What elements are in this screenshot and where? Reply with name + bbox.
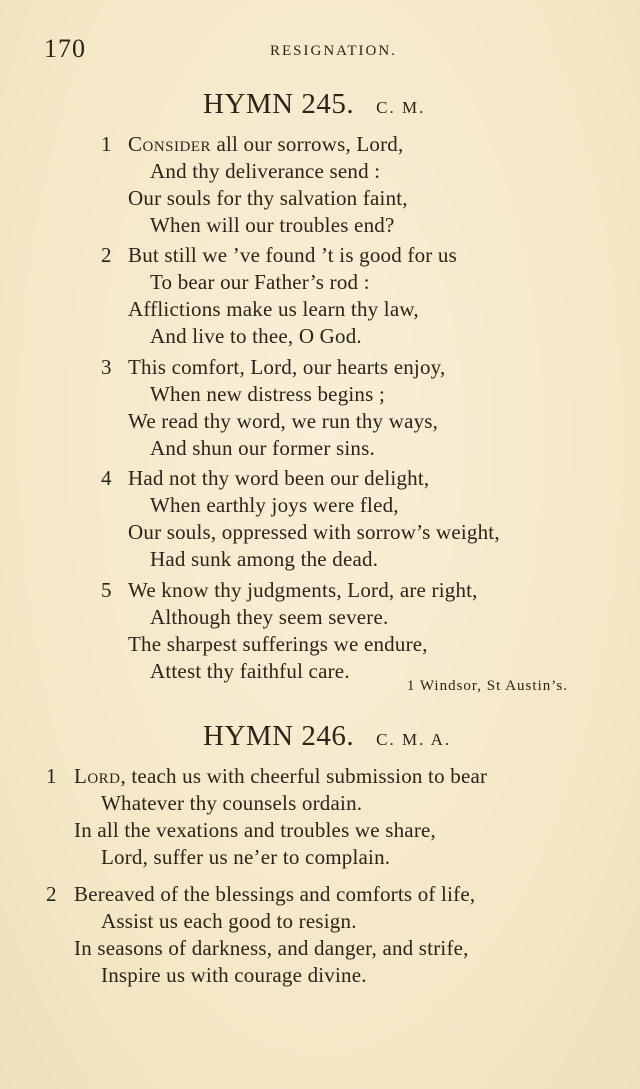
running-head: RESIGNATION. (270, 43, 397, 59)
hymn-number: HYMN 246. (203, 720, 355, 752)
verse-number: 1 (101, 132, 112, 156)
hymn-245-title (203, 88, 425, 121)
verse-line: Whatever thy counsels ordain. (101, 791, 363, 815)
verse-line (74, 762, 487, 790)
verse-line: Attest thy faithful care. (150, 659, 350, 683)
hymn-number: HYMN 245. (203, 88, 355, 120)
hymn-meter: C. M. (376, 98, 426, 117)
page-number: 170 (44, 34, 86, 63)
tune-reference: 1 Windsor, St Austin’s. (406, 678, 568, 694)
verse-line: Lord, suffer us ne’er to complain. (101, 845, 391, 869)
verse-number: 5 (101, 578, 112, 602)
verse-number: 1 (46, 764, 57, 788)
verse-line: In seasons of darkness, and danger, and strife, (74, 936, 469, 960)
verse-line: Bereaved of the blessings and comforts of life, (74, 882, 476, 906)
verse-line: To bear our Father’s rod : (150, 270, 370, 294)
verse-number: 2 (101, 243, 112, 267)
verse-line: When new distress begins ; (150, 382, 385, 406)
verse-first-word: Consider (128, 132, 212, 156)
verse-first-word: Lord (74, 764, 121, 788)
verse-line: Had not thy word been our delight, (128, 466, 430, 490)
verse-line (128, 130, 403, 158)
verse-line: And shun our former sins. (150, 436, 375, 460)
hymn-meter: C. M. A. (376, 730, 452, 749)
verse-line: And live to thee, O God. (150, 324, 362, 348)
verse-line-text: all our sorrows, Lord, (211, 132, 404, 156)
verse-line: In all the vexations and troubles we share, (74, 818, 436, 842)
verse-number: 4 (101, 466, 112, 490)
verse-number: 3 (101, 355, 112, 379)
verse-line: This comfort, Lord, our hearts enjoy, (128, 355, 446, 379)
verse-line: Although they seem severe. (150, 605, 389, 629)
verse-line: But still we ’ve found ’t is good for us (128, 243, 458, 267)
hymn-246-title (203, 720, 451, 753)
verse-line: Had sunk among the dead. (150, 547, 379, 571)
verse-line: And thy deliverance send : (150, 159, 381, 183)
verse-line: We read thy word, we run thy ways, (128, 409, 439, 433)
verse-number: 2 (46, 882, 57, 906)
verse-line: When earthly joys were fled, (150, 493, 399, 517)
verse-line: Our souls for thy salvation faint, (128, 186, 408, 210)
verse-line: Afflictions make us learn thy law, (128, 297, 419, 321)
verse-line: When will our troubles end? (150, 213, 395, 237)
verse-line: The sharpest sufferings we endure, (128, 632, 428, 656)
verse-line-text: , teach us with cheerful submission to bear (120, 764, 488, 788)
verse-line: Assist us each good to resign. (101, 909, 357, 933)
verse-line: Inspire us with courage divine. (101, 963, 367, 987)
verse-line: We know thy judgments, Lord, are right, (128, 578, 478, 602)
verse-line: Our souls, oppressed with sorrow’s weight, (128, 520, 500, 544)
